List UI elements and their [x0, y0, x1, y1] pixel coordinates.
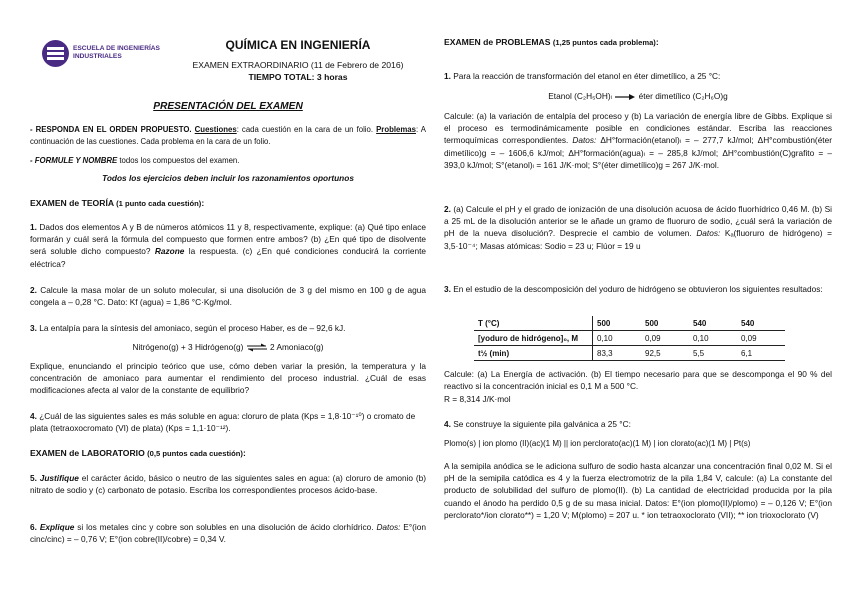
rule-order: - RESPONDA EN EL ORDEN PROPUESTO. Cuestiones: cada cuestión en la cara de un folio. Problemas: A continuación de las cuestiones. Cada problema en la cara de un folio. [30, 125, 426, 146]
question-1: 1. Dados dos elementos A y B de números atómicos 11 y 8, respectivamente, explique: (a) Qué tipo enlace formarán y cuál será la fórmula del compuesto que formen entre ambos? (b) ¿En qué tipo de disolvente será soluble dicho compuesto? Razone la respuesta. (c) ¿En qué condiciones conducirá la corriente eléctrica? [30, 222, 427, 269]
problem-1-intro: 1. Para la reacción de transformación del etanol en éter dimetílico, a 25 °C: [444, 71, 721, 81]
question-2: 2. Calcule la masa molar de un soluto molecular, si una disolución de 3 g del mismo en 100 g de agua congela a – 0,28 °C. Dato: Kf (agua) = 1,86 °C·Kg/mol. [30, 285, 426, 308]
question-3-text: Explique, enunciando el principio teórico que use, cómo deben variar la presión, la temperatura y la concentración de amoniaco para aumentar el rendimiento del proceso industrial. ¿Cuál de esas modificaciones afecta al valor de la constante de equilibrio? [30, 361, 426, 396]
problem-1-equation: Etanol (C₂H₅OH)ₗ éter dimetílico (C₂H₆O)g [548, 91, 728, 101]
equilibrium-arrow-icon [246, 343, 268, 352]
rule-formulate: - FORMULE Y NOMBRE todos los compuestos del examen. [30, 156, 240, 165]
school-logo [42, 40, 160, 68]
half-life-table [474, 316, 785, 361]
problem-4-cell: Plomo(s) | ion plomo (II)(ac)(1 M) || ion perclorato(ac)(1 M) | ion clorato(ac)(1 M) | Pt(s) [444, 439, 751, 448]
school-logo-icon [42, 40, 69, 67]
rule-reasoning: Todos los ejercicios deben incluir los razonamientos oportunos [102, 173, 354, 183]
problem-3-text: Calcule: (a) La Energía de activación. (b) El tiempo necesario para que se descomponga el 90 % del reactivo si la concentración inicial es 0,1 M a 500 °C. [444, 369, 832, 392]
problem-4-intro: 4. Se construye la siguiente pila galvánica a 25 °C: [444, 419, 631, 429]
table-row: t½ (min) 83,3 92,5 5,5 6,1 [474, 346, 785, 361]
theory-heading: EXAMEN de TEORÍA (1 punto cada cuestión): [30, 198, 205, 208]
question-6: 6. Explique si los metales cinc y cobre son solubles en una disolución de ácido clorhídrico. Datos: E°(ion cinc/cinc) = – 0,76 V; E°(ion cobre(II)/cobre) = 0,34 V. [30, 522, 426, 545]
table-row: [yoduro de hidrógeno]₀, M 0,10 0,09 0,10 0,09 [474, 331, 785, 346]
question-4: 4. ¿Cuál de las siguientes sales es más soluble en agua: cloruro de plata (Kps = 1,8·10⁻¹⁰) o cromato de plata (tetraoxocromato (VI) de plata) (Kps = 1,1·10⁻¹²). [30, 411, 416, 434]
problem-4-text: A la semipila anódica se le adiciona sulfuro de sodio hasta alcanzar una concentración final 0,02 M. Si el pH de la semipila catódica es 4 y la fuerza electromotriz de la pila 1,84 V, calcule: (a) La constante del producto de solubilidad del sulfuro de plomo(II). (b) La cantidad de electricidad producida por la pila cuando el ánodo ha perdido 0,5 g de su masa inicial. Datos: E°(ion plomo(II)/plomo) = – 0,126 V; E°(ion perclorato*/ion clorato**) = 1,20 V; M(plomo) = 207 u. * ion tetraoxoclorato (VII); ** ion trioxoclorato (V) [444, 461, 832, 520]
question-3: 3. La entalpía para la síntesis del amoniaco, según el proceso Haber, es de – 92,6 kJ. [30, 323, 346, 333]
problem-1-text: Calcule: (a) la variación de entalpía del proceso y (b) La variación de energía libre de Gibbs. Explique si el proceso es termodinámicamente posible en condiciones estándar. Escriba las reacciones termoquímicas correspondientes. Datos: ΔH°formación(etanol)ₗ = – 277,7 kJ/mol; ΔH°combustión(éter dimetílico)g = – 1606,6 kJ/mol; ΔH°formación(agua)ₗ = – 285,8 kJ/mol; ΔH°combustión(C)grafito = – 393,0 kJ/mol; S°(etanol)ₗ = 161 J/K·mol; S°(éter dimetílico)g = 267 J/K·mol. [444, 111, 832, 170]
school-logo-text: ESCUELA DE INGENIERÍAS INDUSTRIALES [73, 45, 160, 60]
presentation-heading: PRESENTACIÓN DEL EXAMEN [153, 101, 303, 112]
reaction-arrow-icon [614, 93, 636, 101]
question-5: 5. Justifique el carácter ácido, básico o neutro de las siguientes sales en agua: (a) cloruro de amonio (b) nitrato de sodio y (c) carbonato de potasio. Escriba los correspondientes procesos ácido-base. [30, 473, 426, 496]
table-row: T (°C) 500 500 540 540 [474, 316, 785, 331]
problem-2: 2. (a) Calcule el pH y el grado de ionización de una disolución acuosa de ácido fluorhídrico 0,46 M. (b) Si a 25 mL de la disolución anterior se le añade un gramo de fluoruro de sodio, ¿cuál será la variación de pH de la nueva disolución?. Desprecie el cambio de volumen. Datos: Kₐ(fluoruro de hidrógeno) = 3,5·10⁻⁴; Masas atómicas: Sodio = 23 u; Flúor = 19 u [444, 204, 833, 251]
lab-heading: EXAMEN de LABORATORIO (0,5 puntos cada cuestión): [30, 448, 246, 458]
page-title: QUÍMICA EN INGENIERÍA [225, 38, 371, 52]
problem-3-intro: 3. En el estudio de la descomposición del yoduro de hidrógeno se obtuvieron los siguientes resultados: [444, 284, 823, 294]
exam-line: EXAMEN EXTRAORDINARIO (11 de Febrero de 2016) [192, 60, 404, 70]
problem-3-constant: R = 8,314 J/K·mol [444, 394, 511, 404]
time-line: TIEMPO TOTAL: 3 horas [248, 72, 348, 82]
problems-heading: EXAMEN de PROBLEMAS (1,25 puntos cada problema): [444, 37, 659, 47]
question-3-equation: Nitrógeno(g) + 3 Hidrógeno(g) 2 Amoniaco(g) [132, 342, 324, 352]
